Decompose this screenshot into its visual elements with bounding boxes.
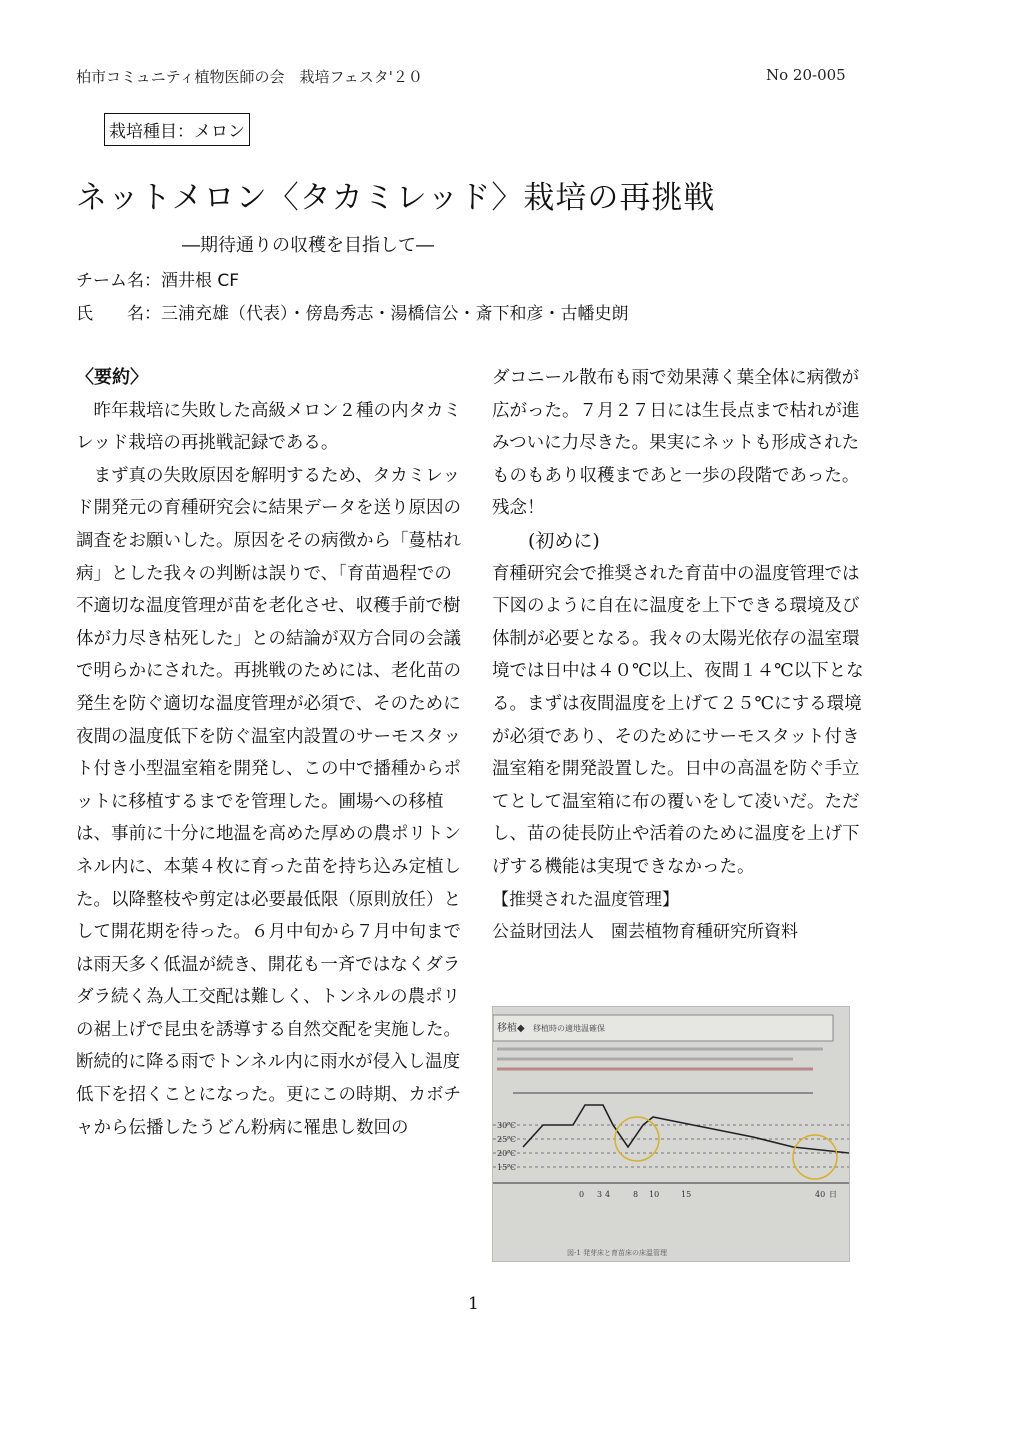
x-tick-4: 4 <box>605 1190 611 1199</box>
figure-section-sub: 移植時の適地温確保 <box>533 1024 605 1033</box>
x-tick-3: 3 <box>597 1190 603 1199</box>
x-tick-10: 10 <box>649 1190 660 1199</box>
figure-section-title: 移植◆ <box>497 1023 525 1034</box>
x-unit: 日 <box>829 1190 837 1199</box>
x-tick-40: 40 <box>815 1190 826 1199</box>
summary-heading: 〈要約〉 <box>76 367 148 388</box>
intro-heading: (初めに) <box>528 529 600 552</box>
left-column <box>76 362 466 1144</box>
y-tick-25: 25℃ <box>497 1135 517 1144</box>
y-tick-30: 30℃ <box>497 1121 517 1130</box>
y-tick-20: 20℃ <box>497 1149 517 1158</box>
temperature-figure-photo <box>492 1006 850 1262</box>
summary-paragraph-3: ダコニール散布も雨で効果薄く葉全体に病徴が広がった。７月２７日には生長点まで枯れが進みついに力尽きた。果実にネットも形成されたものもあり収穫まであと一歩の段階であった。残念！ <box>492 368 860 519</box>
header-org: 柏市コミュニティ植物医師の会 栽培フェスタ'２０ <box>76 68 423 86</box>
summary-paragraph-1: 昨年栽培に失敗した高級メロン２種の内タカミレッド栽培の再挑戦記録である。 <box>76 400 461 454</box>
temperature-figure-drawing <box>493 1007 849 1261</box>
x-tick-15: 15 <box>681 1190 692 1199</box>
right-column <box>492 362 872 949</box>
y-tick-15: 15℃ <box>497 1163 517 1172</box>
source-note: 公益財団法人 園芸植物育種研究所資料 <box>492 922 798 943</box>
page-number: 1 <box>468 1294 479 1314</box>
member-names: 氏 名：三浦充雄（代表）・傍島秀志・湯橋信公・斎下和彦・古幡史朗 <box>76 304 629 324</box>
x-tick-8: 8 <box>633 1190 639 1199</box>
page-title: ネットメロン〈タカミレッド〉栽培の再挑戦 <box>76 180 716 216</box>
header-doc-number: No 20-005 <box>766 66 846 84</box>
x-tick-0: 0 <box>579 1190 585 1199</box>
team-name: チーム名：酒井根 CF <box>76 271 240 291</box>
category-tag: 栽培種目：メロン <box>104 113 250 146</box>
page-subtitle: ―期待通りの収穫を目指して― <box>182 235 434 256</box>
intro-paragraph: 育種研究会で推奨された育苗中の温度管理では下図のように自在に温度を上下できる環境及び体制が必要となる。我々の太陽光依存の温室環境では日中は４０℃以上、夜間１４℃以下となる。まずは夜間温度を上げて２５℃にする環境が必須であり、そのためにサーモスタット付き温室箱を開発設置した。日中の高温を防ぐ手立てとして温室箱に布の覆いをして凌いだ。ただし、苗の徒長防止や活着のために温度を上げ下げする機能は実現できなかった。 <box>492 563 864 877</box>
figure-caption: 図-1 発芽床と育苗床の床温管理 <box>567 1249 668 1257</box>
summary-paragraph-2: まず真の失敗原因を解明するため、タカミレッド開発元の育種研究会に結果データを送り原因の調査をお願いした。原因をその病徴から「蔓枯れ病」とした我々の判断は誤りで、「育苗過程での不適切な温度管理が苗を老化させ、収穫手前で樹体が力尽き枯死した」との結論が双方合同の会議で明らかにされた。再挑戦のためには、老化苗の発生を防ぐ適切な温度管理が必須で、そのために夜間の温度低下を防ぐ温室内設置のサーモスタット付き小型温室箱を開発し、この中で播種からポットに移植するまでを管理した。圃場への移植は、事前に十分に地温を高めた厚めの農ポリトンネル内に、本葉４枚に育った苗を持ち込み定植した。以降整枝や剪定は必要最低限（原則放任）として開花期を待った。６月中旬から７月中旬までは雨天多く低温が続き、開花も一斉ではなくダラダラ続く為人工交配は難しく、トンネルの農ポリの裾上げで昆虫を誘導する自然交配を実施した。断続的に降る雨でトンネル内に雨水が侵入し温度低下を招くことになった。更にこの時期、カボチャから伝播したうどん粉病に罹患し数回の <box>76 465 461 1138</box>
recommended-heading: 【推奨された温度管理】 <box>492 889 679 910</box>
